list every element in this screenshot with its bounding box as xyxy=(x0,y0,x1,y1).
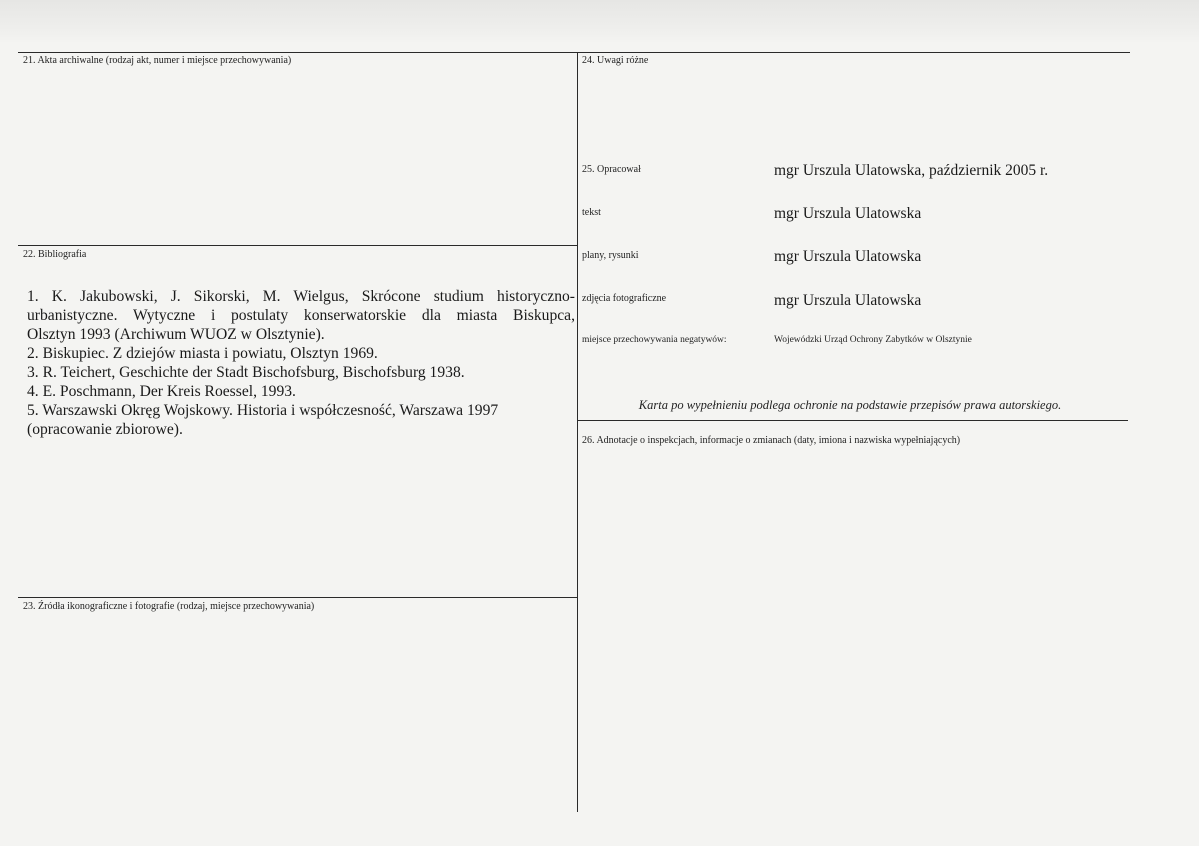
section-22-label: 22. Bibliografia xyxy=(23,249,87,260)
section-24-label: 24. Uwagi różne xyxy=(582,55,649,66)
rule-22 xyxy=(18,245,577,246)
section-21-label: 21. Akta archiwalne (rodzaj akt, numer i miejsce przechowywania) xyxy=(23,55,292,66)
top-rule xyxy=(18,52,1130,53)
copyright-note: Karta po wypełnieniu podlega ochronie na podstawie przepisów prawa autorskiego. xyxy=(638,398,1062,412)
prepared-by-value: mgr Urszula Ulatowska, październik 2005 r. xyxy=(774,162,1049,179)
bibliography-line: Olsztyn 1993 (Archiwum WUOZ w Olsztynie). xyxy=(27,326,325,343)
text-author-label: tekst xyxy=(582,207,601,218)
bibliography-line: 2. Biskupiec. Z dziejów miasta i powiatu, Olsztyn 1969. xyxy=(27,345,378,362)
rule-23 xyxy=(18,597,577,598)
rule-26 xyxy=(577,420,1128,421)
bibliography-line: 1. K. Jakubowski, J. Sikorski, M. Wielgus, Skrócone studium historyczno- xyxy=(27,288,575,305)
negatives-location-value: Wojewódzki Urząd Ochrony Zabytków w Olsztynie xyxy=(774,335,972,345)
photos-author-value: mgr Urszula Ulatowska xyxy=(774,292,922,309)
bibliography-list xyxy=(27,287,575,439)
section-23-label: 23. Źródła ikonograficzne i fotografie (rodzaj, miejsce przechowywania) xyxy=(23,601,315,612)
center-divider xyxy=(577,52,578,812)
scan-edge xyxy=(0,0,1199,44)
bibliography-line: 3. R. Teichert, Geschichte der Stadt Bischofsburg, Bischofsburg 1938. xyxy=(27,364,465,381)
bibliography-line: 5. Warszawski Okręg Wojskowy. Historia i współczesność, Warszawa 1997 xyxy=(27,402,499,419)
section-25-label: 25. Opracował xyxy=(582,164,641,175)
section-26-label: 26. Adnotacje o inspekcjach, informacje o zmianach (daty, imiona i nazwiska wypełniających) xyxy=(582,435,961,446)
text-author-value: mgr Urszula Ulatowska xyxy=(774,205,922,222)
negatives-location-label: miejsce przechowywania negatywów: xyxy=(582,335,727,345)
plans-author-label: plany, rysunki xyxy=(582,250,639,261)
plans-author-value: mgr Urszula Ulatowska xyxy=(774,248,922,265)
bibliography-line: urbanistyczne. Wytyczne i postulaty konserwatorskie dla miasta Biskupca, xyxy=(27,307,575,324)
bibliography-line: 4. E. Poschmann, Der Kreis Roessel, 1993. xyxy=(27,383,296,400)
photos-author-label: zdjęcia fotograficzne xyxy=(582,293,667,304)
bibliography-line: (opracowanie zbiorowe). xyxy=(27,421,183,438)
